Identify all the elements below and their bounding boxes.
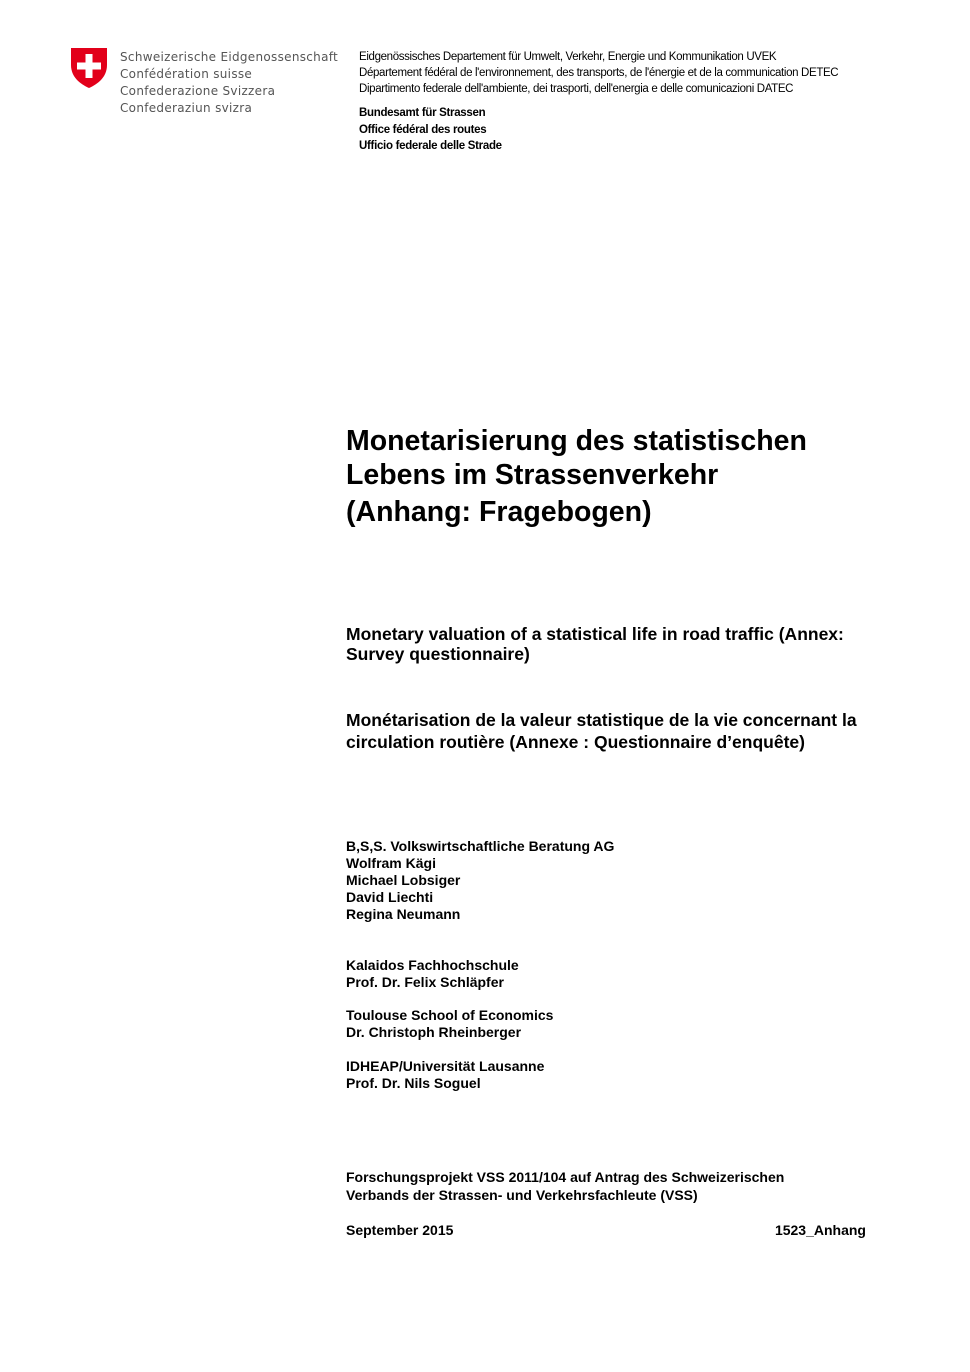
partner-person: Dr. Christoph Rheinberger <box>346 1024 522 1040</box>
partner-organization: IDHEAP/Universität Lausanne <box>346 1058 545 1074</box>
author-name: Regina Neumann <box>346 906 461 922</box>
title-line-2: Lebens im Strassenverkehr <box>346 459 719 491</box>
partner-block <box>346 957 906 991</box>
partner-organization: Toulouse School of Economics <box>346 1007 554 1023</box>
authors-block <box>346 838 906 923</box>
swiss-shield-icon <box>70 47 108 89</box>
partner-block <box>346 1058 906 1092</box>
confederation-name-de: Schweizerische Eidgenossenschaft <box>120 50 339 64</box>
department-block <box>359 49 919 97</box>
document-number: 1523_Anhang <box>774 1222 866 1238</box>
office-line-de: Bundesamt für Strassen <box>359 107 486 119</box>
department-line-it: Dipartimento federale dell'ambiente, dei trasporti, dell'energia e delle comunicazioni DATEC <box>359 83 794 95</box>
author-name: David Liechti <box>346 889 434 905</box>
department-line-de: Eidgenössisches Departement für Umwelt, Verkehr, Energie und Kommunikation UVEK <box>359 51 777 63</box>
author-name: Wolfram Kägi <box>346 855 436 871</box>
partner-person: Prof. Dr. Nils Soguel <box>346 1075 481 1091</box>
office-line-fr: Office fédéral des routes <box>359 123 487 136</box>
project-line-1: Forschungsprojekt VSS 2011/104 auf Antrag des Schweizerischen <box>346 1169 785 1185</box>
subtitle-english: Monetary valuation of a statistical life in road traffic (Annex: Survey questionnaire) <box>346 624 844 664</box>
subtitle-french: Monétarisation de la valeur statistique de la vie concernant la circulation routière (Annexe : Questionnaire d’enquête) <box>346 710 857 752</box>
office-line-it: Ufficio federale delle Strade <box>359 140 502 152</box>
partner-organization: Kalaidos Fachhochschule <box>346 957 519 973</box>
document-title <box>346 424 906 529</box>
publication-date: September 2015 <box>346 1222 454 1238</box>
partner-person: Prof. Dr. Felix Schläpfer <box>346 974 504 990</box>
confederation-name-rm: Confederaziun svizra <box>120 101 253 115</box>
confederation-name-fr: Confédération suisse <box>120 67 253 81</box>
author-organization: B,S,S. Volkswirtschaftliche Beratung AG <box>346 838 615 854</box>
confederation-names <box>120 49 350 117</box>
department-line-fr: Département fédéral de l'environnement, des transports, de l'énergie et de la communication DETEC <box>359 67 839 79</box>
swiss-confederation-logo <box>70 47 339 115</box>
author-name: Michael Lobsiger <box>346 872 461 888</box>
research-project-note <box>346 1168 906 1204</box>
partner-block <box>346 1007 906 1041</box>
title-line-3: (Anhang: Fragebogen) <box>346 496 652 528</box>
title-line-1: Monetarisierung des statistischen <box>346 425 807 457</box>
confederation-name-it: Confederazione Svizzera <box>120 84 276 98</box>
office-block <box>359 105 759 155</box>
project-line-2: Verbands der Strassen- und Verkehrsfachleute (VSS) <box>346 1187 698 1203</box>
